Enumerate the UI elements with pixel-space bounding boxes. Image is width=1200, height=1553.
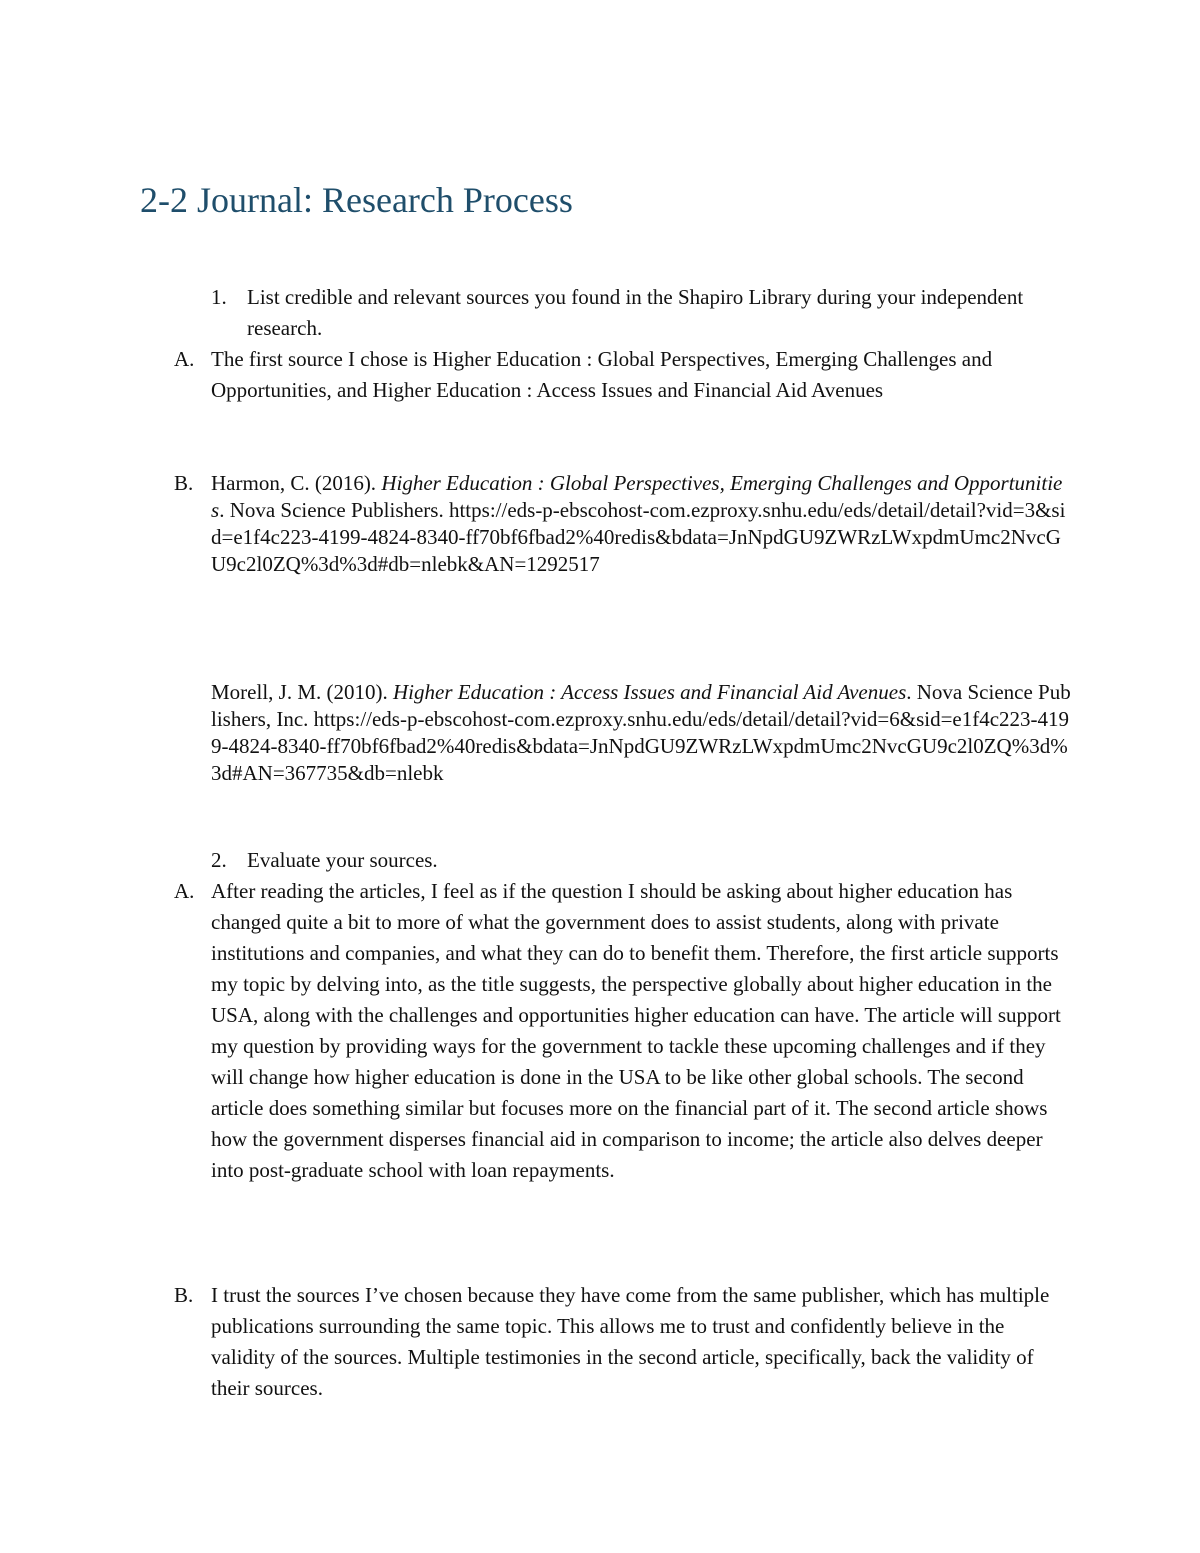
question-2-number: 2. [211, 848, 227, 872]
reference-morell-title: Higher Education : Access Issues and Financial Aid Avenues [393, 680, 907, 704]
reference-harmon-author: Harmon, C. (2016). [211, 471, 382, 495]
question-1-text: List credible and relevant sources you found in the Shapiro Library during your independent research. [247, 285, 1024, 340]
answer-2a-marker: A. [174, 879, 195, 903]
reference-morell-details: . Nova Science Publishers, Inc. https://eds-p-ebscohost-com.ezproxy.snhu.edu/eds/detail/detail?vid=6&sid=e1f4c223-4199-4824-8340-ff70bf6fbad2%40redis&bdata=JnNpdGU9ZWRzLWxpdmUmc2NvcGU9c2l0ZQ%3d%3d#AN=367735&db=nlebk [211, 680, 1071, 785]
reference-harmon-details: . Nova Science Publishers. https://eds-p-ebscohost-com.ezproxy.snhu.edu/eds/detail/detail?vid=3&sid=e1f4c223-4199-4824-8340-ff70bf6fbad2%40redis&bdata=JnNpdGU9ZWRzLWxpdmUmc2NvcGU9c2l0ZQ%3d%3d#db=nlebk&AN=1292517 [211, 498, 1066, 576]
reference-harmon-title: Higher Education : Global Perspectives, Emerging Challenges and Opportunities [211, 471, 1063, 522]
answer-2b-text: I trust the sources I’ve chosen because they have come from the same publisher, which has multiple publications surrounding the same topic. This allows me to trust and confidently believe in the validity of the sources. Multiple testimonies in the second article, specifically, back the validity of their sources. [211, 1283, 1050, 1400]
reference-harmon [211, 470, 1071, 578]
reference-morell [211, 679, 1071, 787]
answer-1a-marker: A. [174, 347, 195, 371]
answer-1a-text: The first source I chose is Higher Education : Global Perspectives, Emerging Challenges and Opportunities, and Higher Education : Access Issues and Financial Aid Avenues [211, 347, 993, 402]
answer-1b-marker: B. [174, 471, 194, 495]
question-2-text: Evaluate your sources. [247, 848, 438, 872]
answer-2a-text: After reading the articles, I feel as if the question I should be asking about higher education has changed quite a bit to more of what the government does to assist students, along with private institutions and companies, and what they can do to benefit them. Therefore, the first article supports my topic by delving into, as the title suggests, the perspective globally about higher education in the USA, along with the challenges and opportunities higher education can have. The article will support my question by providing ways for the government to tackle these upcoming challenges and if they will change how higher education is done in the USA to be like other global schools. The second article does something similar but focuses more on the financial part of it. The second article shows how the government disperses financial aid in comparison to income; the article also delves deeper into post-graduate school with loan repayments. [211, 879, 1061, 1182]
reference-morell-author: Morell, J. M. (2010). [211, 680, 393, 704]
answer-2b-marker: B. [174, 1283, 194, 1307]
question-1-number: 1. [211, 285, 227, 309]
page-title: 2-2 Journal: Research Process [140, 180, 573, 220]
